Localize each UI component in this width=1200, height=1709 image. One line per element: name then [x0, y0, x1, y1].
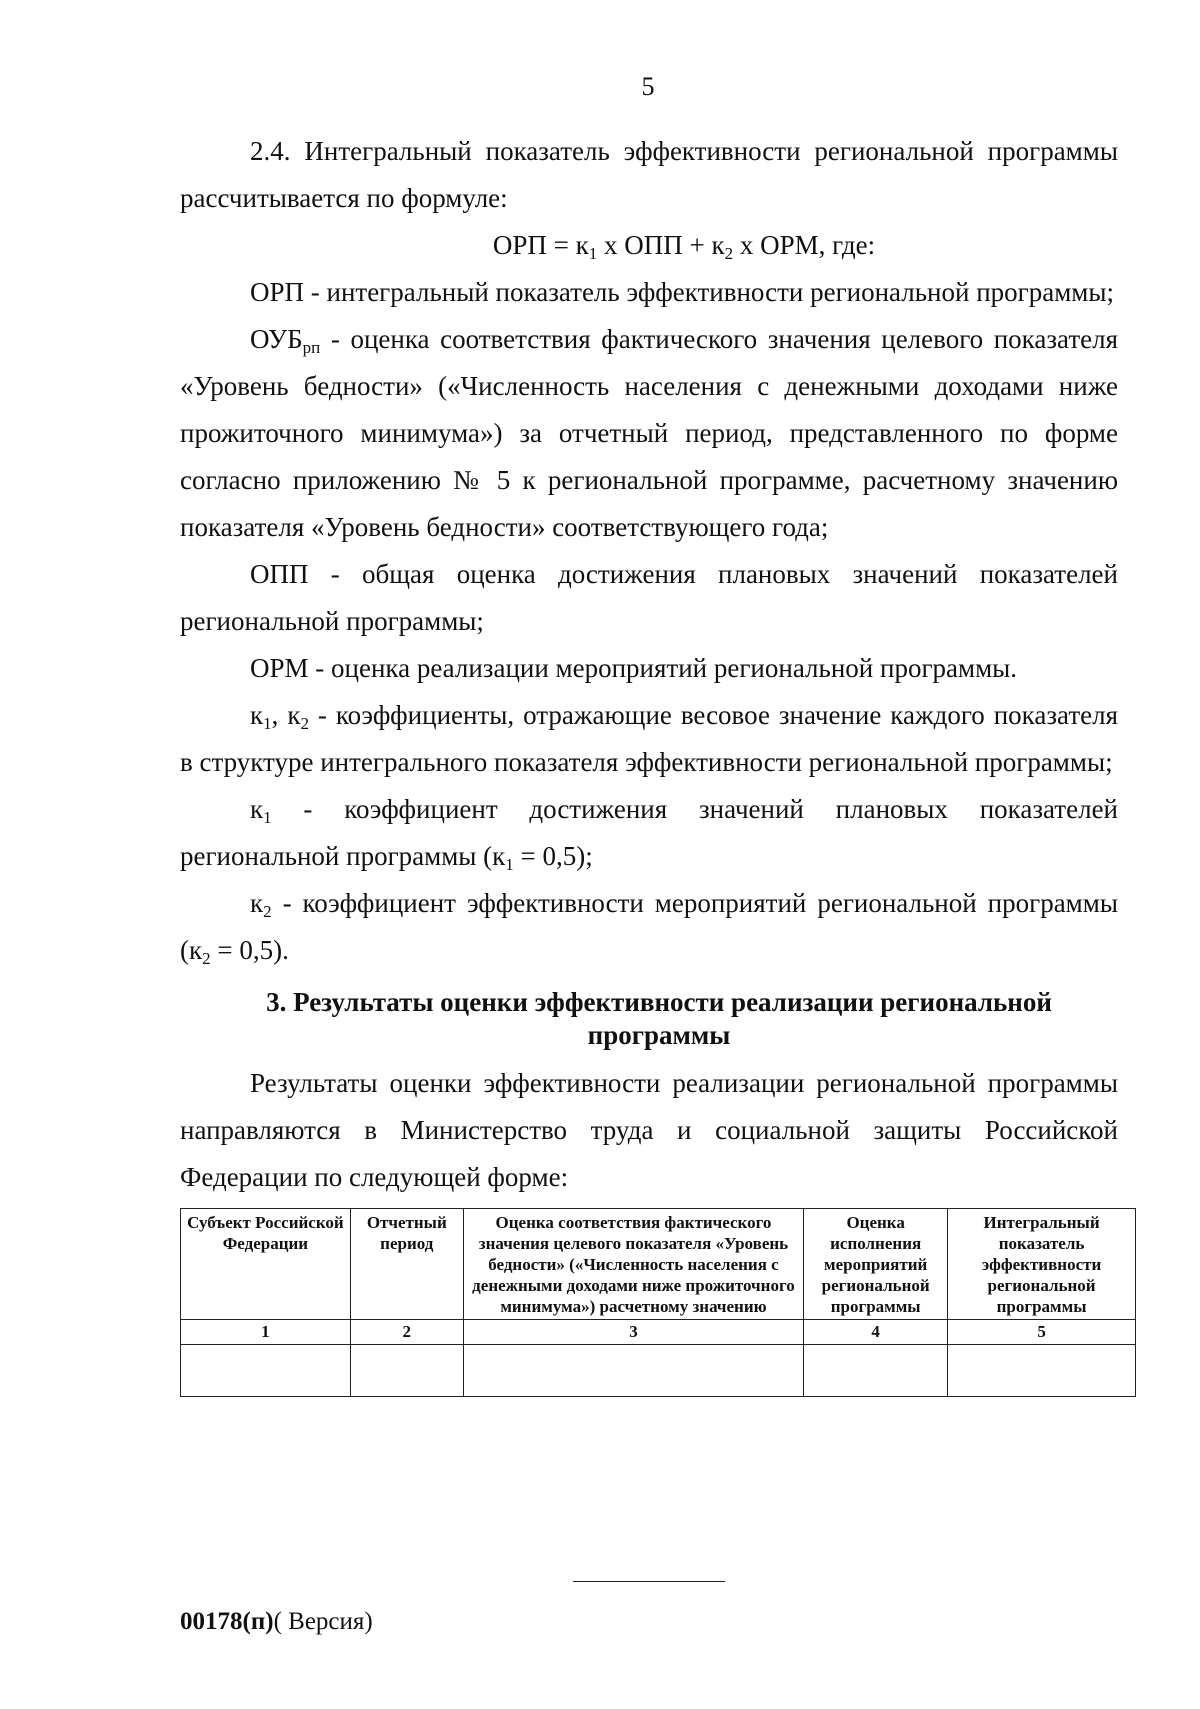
- definition-k1: [180, 786, 1118, 880]
- k2-sub: 2: [263, 902, 272, 921]
- definition-k2: [180, 880, 1118, 974]
- k2-c: = 0,5).: [210, 935, 289, 965]
- k1-b: - коэффициент достижения значений плановых показателей региональной программы (к: [180, 794, 1118, 871]
- k-sub-1: 1: [263, 714, 272, 733]
- paragraph-results: Результаты оценки эффективности реализации региональной программы направляются в Министерство труда и социальной защиты Российской Федерации по следующей форме:: [180, 1068, 1118, 1192]
- separator-line: [573, 1581, 725, 1582]
- header-integral-indicator: Интегральный показатель эффективности региональной программы: [948, 1209, 1136, 1320]
- k2-a: к: [250, 888, 264, 918]
- column-number: 1: [181, 1320, 351, 1345]
- header-period: Отчетный период: [350, 1209, 463, 1320]
- paragraph-intro: 2.4. Интегральный показатель эффективности региональной программы рассчитывается по формуле:: [180, 136, 1118, 213]
- k2-b: - коэффициент эффективности мероприятий региональной программы (к: [180, 888, 1118, 965]
- empty-cell: [804, 1345, 948, 1397]
- formula-sub-2: 2: [724, 244, 734, 263]
- definition-opp: ОПП - общая оценка достижения плановых значений показателей региональной программы;: [180, 559, 1118, 636]
- definition-oub: [180, 316, 1118, 551]
- formula: [180, 222, 1118, 269]
- oub-text: - оценка соответствия фактического значения целевого показателя «Уровень бедности» («Численность населения с денежными доходами ниже прожиточного минимума») за отчетный период, представленного по форме согласно приложению № 5 к региональной программе, расчетному значению показателя «Уровень бедности» соответствующего года;: [180, 324, 1118, 542]
- section-heading: 3. Результаты оценки эффективности реализации региональной программы: [266, 987, 1052, 1050]
- oub-prefix: ОУБ: [250, 324, 303, 354]
- definition-orm: ОРМ - оценка реализации мероприятий региональной программы.: [250, 653, 1018, 683]
- formula-part-b: х ОПП + к: [597, 230, 725, 260]
- document-code-number: 00178(п): [180, 1608, 274, 1635]
- document-code: [180, 1608, 373, 1636]
- k-a: к: [250, 700, 264, 730]
- formula-sub-1: 1: [588, 244, 598, 263]
- formula-part-a: ОРП = к: [492, 230, 589, 260]
- column-number: 2: [350, 1320, 463, 1345]
- column-number: 5: [948, 1320, 1136, 1345]
- empty-cell: [350, 1345, 463, 1397]
- table-number-row: [181, 1320, 1136, 1345]
- empty-cell: [181, 1345, 351, 1397]
- header-activities-assessment: Оценка исполнения мероприятий региональной программы: [804, 1209, 948, 1320]
- document-body: [180, 128, 1118, 1397]
- k1-sub-inline: 1: [505, 855, 514, 874]
- empty-cell: [463, 1345, 803, 1397]
- header-poverty-assessment: Оценка соответствия фактического значения целевого показателя «Уровень бедности» («Численность населения с денежными доходами ниже прожиточного минимума») расчетному значению: [463, 1209, 803, 1320]
- table-empty-row: [181, 1345, 1136, 1397]
- header-subject: Субъект Российской Федерации: [181, 1209, 351, 1320]
- k1-a: к: [250, 794, 264, 824]
- definition-coefficients: [180, 692, 1118, 786]
- page-number: 5: [641, 72, 655, 101]
- column-number: 3: [463, 1320, 803, 1345]
- formula-part-c: х ОРМ, где:: [733, 230, 876, 260]
- empty-cell: [948, 1345, 1136, 1397]
- k1-c: = 0,5);: [513, 841, 593, 871]
- definition-orp: ОРП - интегральный показатель эффективности региональной программы;: [250, 277, 1115, 307]
- k-sub-2: 2: [300, 714, 309, 733]
- document-version: ( Версия): [273, 1608, 373, 1635]
- column-number: 4: [804, 1320, 948, 1345]
- k1-sub: 1: [263, 808, 272, 827]
- table-header-row: [181, 1209, 1136, 1320]
- k-text: - коэффициенты, отражающие весовое значение каждого показателя в структуре интегрального показателя эффективности региональной программы;: [180, 700, 1118, 777]
- results-table: [180, 1208, 1136, 1397]
- k2-sub-inline: 2: [202, 949, 211, 968]
- k-sep: , к: [271, 700, 301, 730]
- oub-sub: рп: [302, 338, 321, 357]
